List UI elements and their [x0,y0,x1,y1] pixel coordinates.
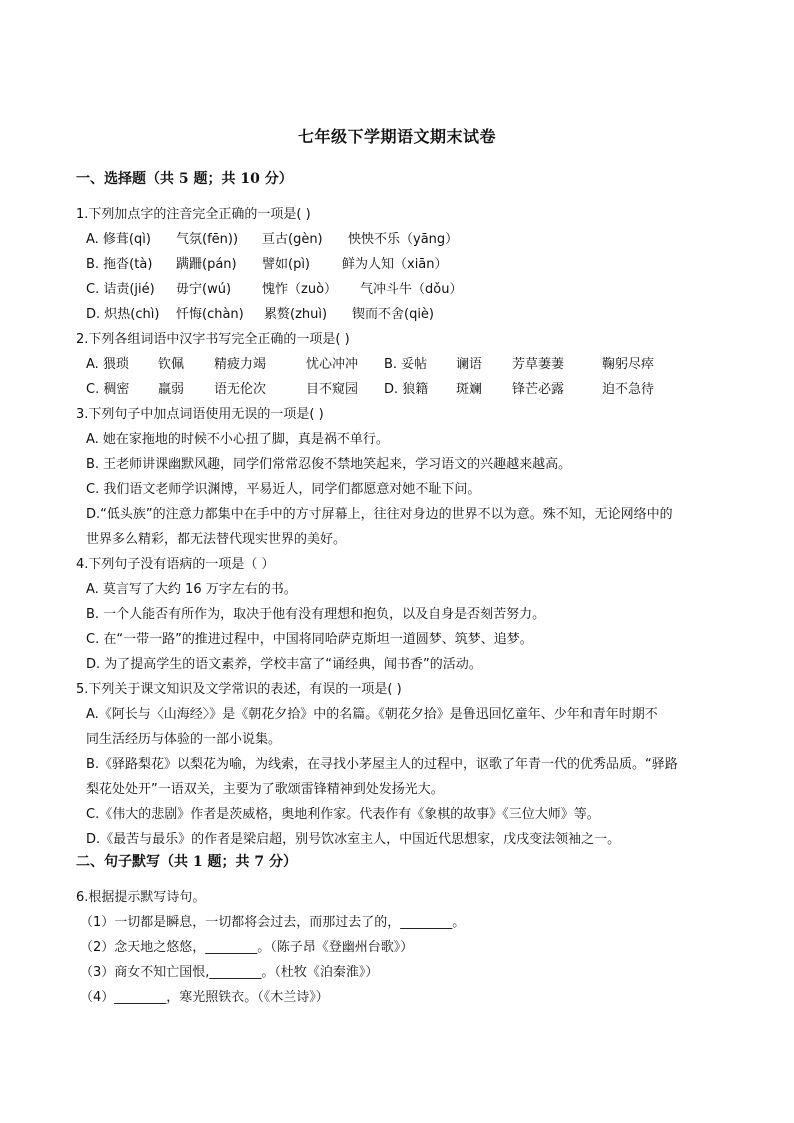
question-4-option-c: C. 在“一带一路”的推进过程中，中国将同哈萨克斯坦一道圆梦、筑梦、追梦。 [86,632,533,647]
option-cell: 谰语 [456,357,483,372]
question-6-line-3: （3）商女不知亡国恨,________。（杜牧《泊秦淮》） [80,965,379,980]
option-cell: 气氛(fēn)) [176,232,239,247]
option-cell: 芳草萋萋 [512,357,565,372]
option-cell: A. 猥琐 [86,357,129,372]
section-heading-choice: 一、选择题（共 5 题；共 10 分） [76,171,293,187]
option-cell: A. 修葺(qì) [86,232,151,247]
question-3-option-d-cont: 世界多么精彩，都无法替代现实世界的美好。 [86,532,347,547]
section-heading-recitation: 二、句子默写（共 1 题；共 7 分） [76,854,297,870]
option-cell: 愧怍（zuò） [262,282,338,297]
option-cell: D. 狼籍 [384,382,429,397]
option-cell: 钦佩 [158,357,185,372]
option-cell: 忏悔(chàn) [176,307,244,322]
question-4-option-d: D. 为了提高学生的语文素养，学校丰富了“诵经典，闻书香”的活动。 [86,657,482,672]
option-cell: C. 稠密 [86,382,130,397]
option-cell: 锲而不舍(qiè) [352,307,435,322]
option-cell: 鞠躬尽瘁 [602,357,655,372]
option-cell: 鲜为人知（xiān） [342,257,448,272]
question-5-option-d: D.《最苦与最乐》的作者是梁启超，别号饮冰室主人，中国近代思想家，戊戌变法领袖之一。 [86,832,621,847]
option-cell: 语无伦次 [214,382,267,397]
question-3-option-c: C. 我们语文老师学识渊博，平易近人，同学们都愿意对她不耻下问。 [86,482,481,497]
option-cell: 斑斓 [456,382,483,397]
question-3-option-b: B. 王老师讲课幽默风趣，同学们常常忍俊不禁地笑起来，学习语文的兴趣越来越高。 [86,457,572,472]
question-5-option-c: C.《伟大的悲剧》作者是茨威格，奥地利作家。代表作有《象棋的故事》《三位大师》等。 [86,807,600,822]
question-3-option-a: A. 她在家拖地的时候不小心扭了脚，真是祸不单行。 [86,432,389,447]
option-cell: C. 诘责(jié) [86,282,155,297]
question-1-stem: 1.下列加点字的注音完全正确的一项是( ) [76,207,311,222]
question-6-line-1: （1）一切都是瞬息，一切都将会过去，而那过去了的，________。 [80,915,466,930]
question-5-option-b-cont: 梨花处处开”一语双关，主要为了歌颂雷锋精神到处发扬光大。 [86,782,444,797]
option-cell: 累赘(zhuì) [264,307,328,322]
option-cell: B. 妥帖 [384,357,428,372]
page-title: 七年级下学期语文期末试卷 [297,127,496,146]
question-5-stem: 5.下列关于课文知识及文学常识的表述，有误的一项是( ) [76,682,402,697]
question-6-stem: 6.根据提示默写诗句。 [76,890,206,905]
question-5-option-b: B.《驿路梨花》以梨花为喻，为线索，在寻找小茅屋主人的过程中，讴歌了年青一代的优秀品质。“驿路 [86,757,678,772]
question-3-option-d: D.“低头族”的注意力都集中在手中的方寸屏幕上，往往对身边的世界不以为意。殊不知，无论网络中的 [86,507,673,522]
option-cell: B. 拖沓(tà) [86,257,153,272]
option-cell: 目不窥园 [306,382,359,397]
question-4-option-a: A. 莫言写了大约 16 万字左右的书。 [86,582,297,597]
question-5-option-a: A.《阿长与〈山海经〉》是《朝花夕拾》中的名篇。《朝花夕拾》是鲁迅回忆童年、少年和青年时期不 [86,707,658,722]
question-4-option-b: B. 一个人能否有所作为，取决于他有没有理想和抱负，以及自身是否刻苦努力。 [86,607,546,622]
option-cell: 羸弱 [158,382,185,397]
question-6-line-4: （4）________，寒光照铁衣。（《木兰诗》） [80,990,329,1005]
question-5-option-a-cont: 同生活经历与体验的一部小说集。 [86,732,282,747]
question-6-line-2: （2）念天地之悠悠，________。（陈子昂《登幽州台歌》） [80,940,414,955]
option-cell: 忧心冲冲 [306,357,359,372]
option-cell: 譬如(pì) [262,257,311,272]
option-cell: 精疲力竭 [214,357,267,372]
option-cell: 怏怏不乐（yāng） [348,232,459,247]
option-cell: 亘古(gèn) [262,232,323,247]
option-cell: 毋宁(wú) [176,282,232,297]
option-cell: 蹒跚(pán) [176,257,237,272]
option-cell: 锋芒必露 [512,382,565,397]
option-cell: 气冲斗牛（dǒu） [360,282,463,297]
question-4-stem: 4.下列句子没有语病的一项是（ ） [76,557,275,572]
option-cell: D. 炽热(chì) [86,307,160,322]
option-cell: 迫不急待 [602,382,655,397]
question-3-stem: 3.下列句子中加点词语使用无误的一项是( ) [76,407,324,422]
question-2-stem: 2.下列各组词语中汉字书写完全正确的一项是( ) [76,332,350,347]
